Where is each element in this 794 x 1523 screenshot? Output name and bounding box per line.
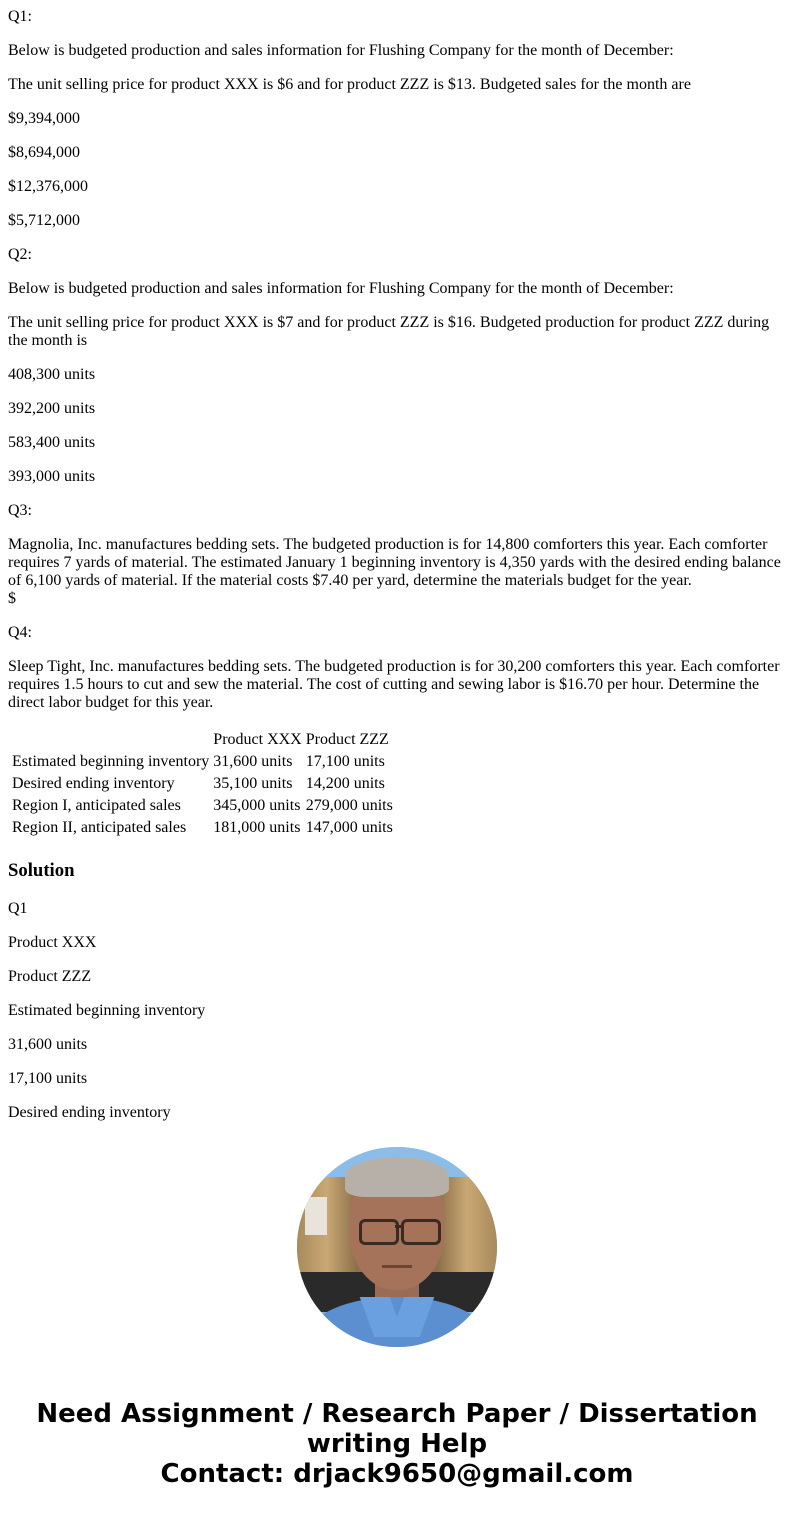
production-sales-table	[9, 728, 396, 840]
cell-xxx: 181,000 units	[213, 819, 301, 836]
solution-line: Product XXX	[8, 934, 97, 951]
solution-line: 31,600 units	[8, 1036, 88, 1053]
row-label: Region I, anticipated sales	[12, 797, 181, 814]
answer-prefix: $	[8, 590, 16, 607]
cell-xxx: 35,100 units	[213, 775, 293, 792]
solution-line: Desired ending inventory	[8, 1104, 171, 1121]
row-label: Desired ending inventory	[12, 775, 175, 792]
question-label: Q4:	[8, 624, 32, 641]
solution-line: Estimated beginning inventory	[8, 1002, 206, 1019]
row-label: Region II, anticipated sales	[12, 819, 187, 836]
answer-option: 583,400 units	[8, 434, 96, 451]
promo-banner	[0, 1399, 794, 1489]
answer-option: $12,376,000	[8, 178, 88, 195]
promo-line: writing Help	[306, 1429, 488, 1459]
table-row	[11, 774, 394, 794]
question-prompt: Sleep Tight, Inc. manufactures bedding sets. The budgeted production is for 30,200 comforters this year. Each comforter requires 1.5 hours to cut and sew the material. The cost of cutting and sewing labor is $16.70 per hour. Determine the direct labor budget for this year.	[8, 658, 780, 711]
table-header-row	[11, 730, 394, 750]
cell-zzz: 17,100 units	[305, 753, 385, 770]
table-row	[11, 752, 394, 772]
table-row	[11, 818, 394, 838]
question-label: Q3:	[8, 502, 32, 519]
table-header-cell: Product XXX	[213, 731, 302, 748]
question-prompt-block	[8, 536, 786, 608]
answer-option: $5,712,000	[8, 212, 80, 229]
answer-option: $9,394,000	[8, 110, 80, 127]
cell-zzz: 14,200 units	[305, 775, 385, 792]
question-intro: Below is budgeted production and sales information for Flushing Company for the month of December:	[8, 280, 674, 297]
row-label: Estimated beginning inventory	[12, 753, 210, 770]
question-prompt: The unit selling price for product XXX is $7 and for product ZZZ is $16. Budgeted production for product ZZZ during the month is	[8, 314, 770, 349]
question-1	[8, 0, 786, 230]
question-prompt: Magnolia, Inc. manufactures bedding sets. The budgeted production is for 14,800 comforters this year. Each comforter requires 7 yards of material. The estimated January 1 beginning inventory is 4,350 yards with the desired ending balance of 6,100 yards of material. If the material costs $7.40 per yard, determine the materials budget for the year.	[8, 536, 781, 589]
answer-option: 393,000 units	[8, 468, 96, 485]
question-3	[8, 502, 786, 608]
table-header-cell: Product ZZZ	[305, 731, 389, 748]
question-prompt: The unit selling price for product XXX is $6 and for product ZZZ is $13. Budgeted sales for the month are	[8, 76, 691, 93]
cell-zzz: 147,000 units	[305, 819, 393, 836]
answer-option: $8,694,000	[8, 144, 80, 161]
promo-line: Need Assignment / Research Paper / Dissertation	[36, 1399, 758, 1429]
solution-heading: Solution	[8, 860, 75, 881]
author-photo-icon	[297, 1147, 497, 1347]
cell-zzz: 279,000 units	[305, 797, 393, 814]
question-label: Q1:	[8, 8, 32, 25]
answer-option: 392,200 units	[8, 400, 96, 417]
promo-contact: Contact: drjack9650@gmail.com	[160, 1459, 634, 1489]
avatar-container	[0, 1147, 794, 1347]
solution-line: 17,100 units	[8, 1070, 88, 1087]
solution-section	[8, 860, 786, 1122]
cell-xxx: 31,600 units	[213, 753, 293, 770]
cell-xxx: 345,000 units	[213, 797, 301, 814]
solution-line: Product ZZZ	[8, 968, 92, 985]
answer-option: 408,300 units	[8, 366, 96, 383]
table-row	[11, 796, 394, 816]
question-2	[8, 246, 786, 486]
question-label: Q2:	[8, 246, 32, 263]
table-header-cell	[11, 730, 210, 750]
question-4	[8, 624, 786, 712]
solution-line: Q1	[8, 900, 28, 917]
question-intro: Below is budgeted production and sales information for Flushing Company for the month of December:	[8, 42, 674, 59]
